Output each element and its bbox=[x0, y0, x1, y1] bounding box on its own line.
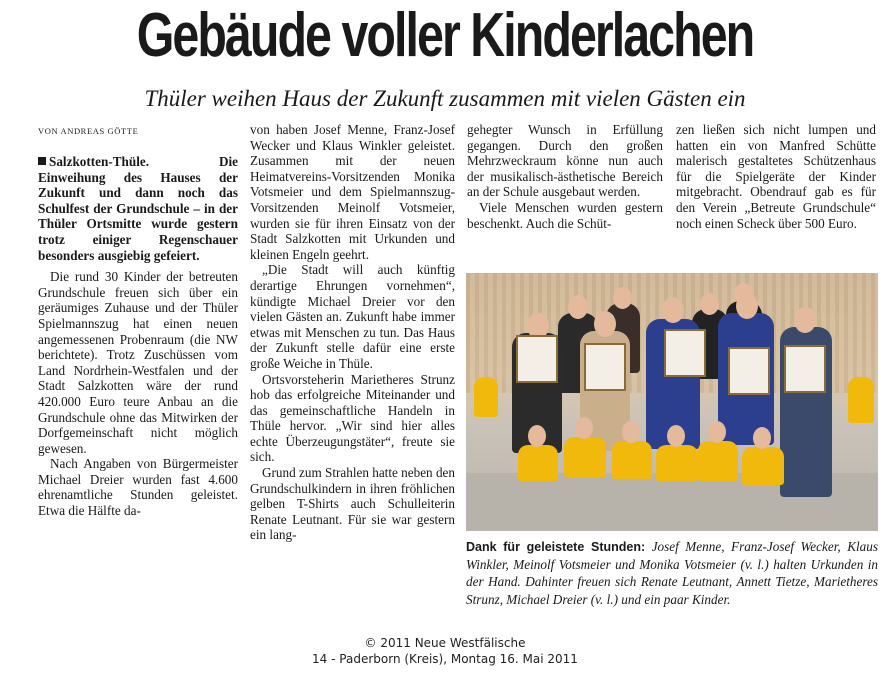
caption-text: Josef Menne, Franz-Josef Wecker, Klaus Winkler, Meinolf Votsmeier und Monika Votsmeier (v. l.) halten Urkunden in der Hand. Dahinter freuen sich Renate Leutnant, Annett Tietze, Marietheres Strunz, Michael Dreier (v. l.) und ein paar Kinder. bbox=[466, 539, 878, 607]
byline: VON ANDREAS GÖTTE bbox=[38, 126, 139, 136]
lead-place: Salzkotten-Thüle. bbox=[49, 154, 150, 169]
paragraph: von haben Josef Menne, Franz-Josef Wecker und Klaus Winkler geleistet. Zusammen mit der neuen Heimatvereins-Vorsitzenden Monika Votsmeier und dem Spielmannszug-Vorsitzenden Meinolf Votsmeier, wurden sie für ihren Einsatz von der Stadt Salzkotten mit Urkunden und kleinen Engeln geehrt. bbox=[250, 122, 455, 262]
headline: Gebäude voller Kinderlachen bbox=[136, 1, 754, 70]
photo-child bbox=[848, 377, 874, 423]
caption-title: Dank für geleistete Stunden: bbox=[466, 540, 646, 554]
photo-child bbox=[564, 437, 606, 477]
footer bbox=[0, 635, 890, 667]
paragraph: Die rund 30 Kinder der betreuten Grundschule freuen sich über ein geräumiges Zuhause und der Thüler Spielmannszug hat einen neuen angemessenen Probenraum (die NW berichtete). Trotz Zuschüssen vom Land Nordrhein-Westfalen und der Stadt Salzkotten wäre der rund 420.000 Euro teure Anbau an die Grundschule ohne das Mitwirken der Dorfgemeinschaft nicht möglich gewesen. bbox=[38, 269, 238, 456]
photo-child bbox=[518, 445, 558, 481]
photo-certificate bbox=[584, 343, 626, 391]
photo-head bbox=[613, 287, 632, 309]
photo-certificate bbox=[664, 329, 706, 377]
photo-certificate bbox=[728, 347, 770, 395]
photo-caption bbox=[466, 538, 878, 608]
paragraph: „Die Stadt will auch künftig derartige Ehrungen vornehmen“, kündigte Michael Dreier vor den vielen Gästen an. Zukunft habe immer etwas mit Menschen zu tun. Das Haus der Zukunft stelle dafür eine erste große Weiche in Thüle. bbox=[250, 262, 455, 371]
photo-child bbox=[656, 445, 698, 481]
article-column-2 bbox=[250, 122, 455, 543]
paragraph: zen ließen sich nicht lumpen und hatten ein von Manfred Schütte malerisch gestaltetes Schützenhaus für die Spielgeräte der Kinder mitgebracht. Obendrauf gab es für den Verein „Betreute Grundschule“ noch einen Scheck über 500 Euro. bbox=[676, 122, 876, 231]
photo-head bbox=[662, 297, 684, 323]
bullet-square-icon bbox=[38, 157, 46, 165]
paragraph: Grund zum Strahlen hatte neben den Grundschulkindern in ihren fröhlichen gelben T-Shirts auch Schulleiterin Renate Leutnant. Für sie war gestern ein lang- bbox=[250, 465, 455, 543]
photo-head bbox=[753, 427, 771, 449]
paragraph: Ortsvorsteherin Marietheres Strunz hob das erfolgreiche Miteinander und das gemeinschaftliche Handeln in Thüle hervor. „Wir sind hier alles echte Überzeugungstäter“, freute sie sich. bbox=[250, 371, 455, 465]
photo-head bbox=[736, 293, 758, 319]
copyright-line: © 2011 Neue Westfälische bbox=[364, 636, 526, 650]
photo-child bbox=[742, 447, 784, 485]
photo-child bbox=[474, 377, 498, 417]
photo-child bbox=[698, 441, 738, 481]
lead-text: Die Einweihung des Hauses der Zukunft und dann noch das Schulfest der Grundschule – in der Thüler Ortsmitte wurde gestern trotz einiger Regenschauer besonders ausgiebig gefeiert. bbox=[38, 154, 238, 263]
photo-head bbox=[528, 425, 546, 447]
photo-head bbox=[667, 425, 685, 447]
article-column-4 bbox=[676, 122, 876, 231]
photo-certificate bbox=[516, 335, 558, 383]
paragraph: Nach Angaben von Bürgermeister Michael Dreier wurden fast 4.600 ehrenamtliche Stunden geleistet. Etwa die Hälfte da- bbox=[38, 456, 238, 519]
paragraph: gehegter Wunsch in Erfüllung gegangen. Durch den großen Mehrzweckraum könne nun auch der musikalisch-ästhetische Bereich an der Schule ausgebaut werden. bbox=[467, 122, 663, 200]
photo-head bbox=[568, 295, 588, 319]
source-line: 14 - Paderborn (Kreis), Montag 16. Mai 2011 bbox=[312, 652, 578, 666]
photo-child bbox=[612, 441, 652, 479]
photo-head bbox=[575, 417, 593, 439]
article-column-1 bbox=[38, 154, 238, 519]
photo-head bbox=[700, 293, 719, 315]
photo-head bbox=[594, 311, 616, 337]
photo-head bbox=[794, 307, 816, 333]
photo-certificate bbox=[784, 345, 826, 393]
photo-head bbox=[708, 421, 726, 443]
photo-head bbox=[622, 421, 640, 443]
article-column-3 bbox=[467, 122, 663, 231]
paragraph: Viele Menschen wurden gestern beschenkt. Auch die Schüt- bbox=[467, 199, 663, 231]
subheadline: Thüler weihen Haus der Zukunft zusammen mit vielen Gästen ein bbox=[144, 86, 746, 111]
lead-paragraph bbox=[38, 154, 238, 263]
group-photo bbox=[466, 273, 878, 531]
